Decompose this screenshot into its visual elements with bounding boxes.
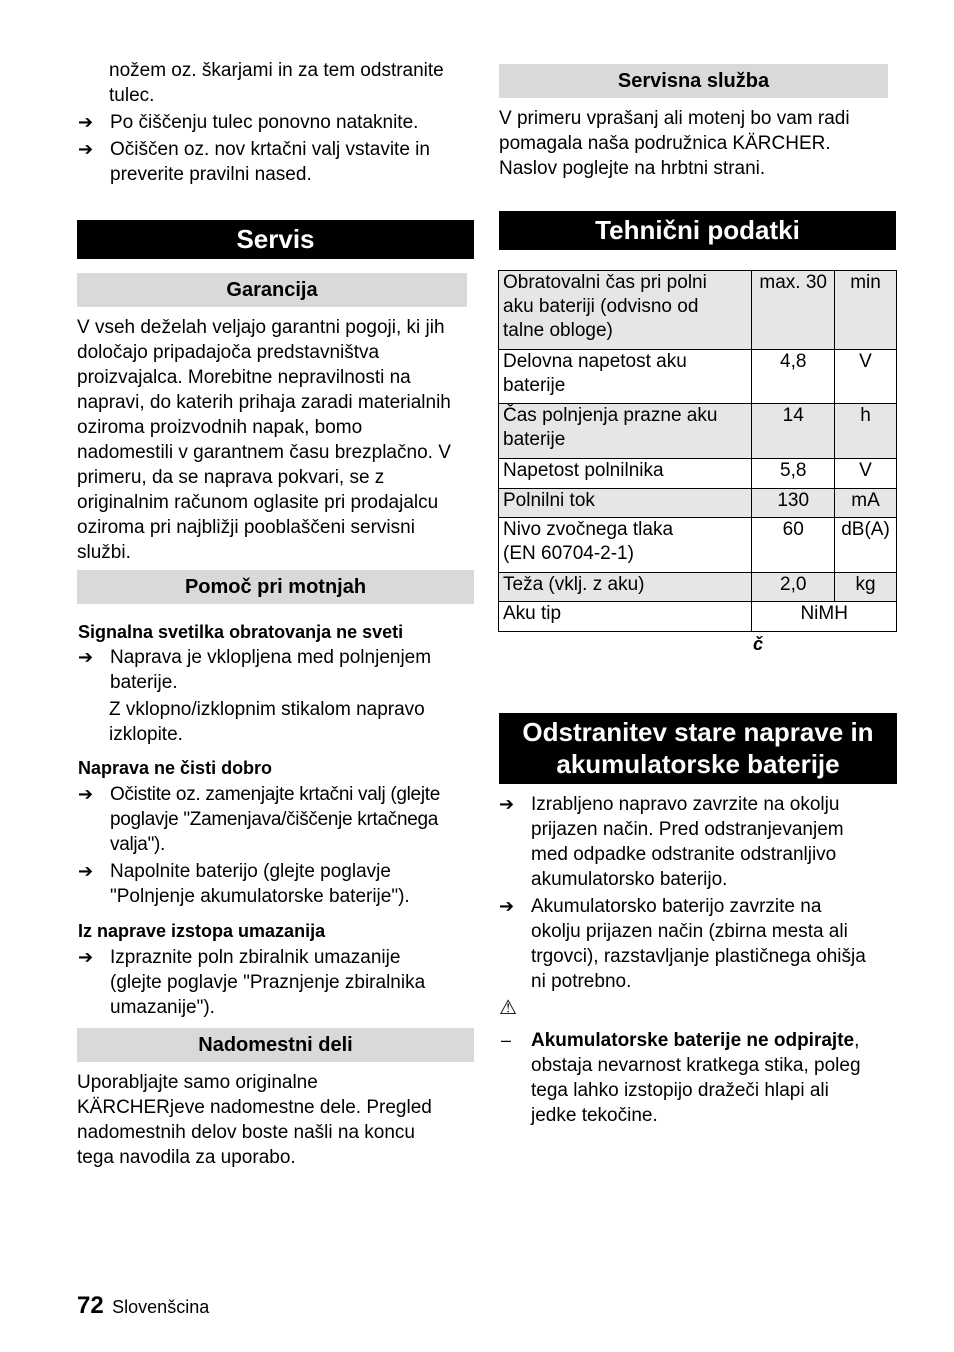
table-cell-unit: h [835, 404, 897, 459]
text-line: Akumulatorsko baterijo zavrzite na [531, 896, 822, 917]
text-line: Delovna napetost aku [503, 351, 687, 372]
table-cell-value: 4,8 [752, 350, 835, 404]
section-heading-tehnicni: Tehnični podatki [499, 211, 896, 250]
section-heading-servis: Servis [77, 220, 474, 259]
table-cell-unit: mA [835, 489, 897, 518]
text-line: poglavje "Zamenjava/čiščenje krtačnega [110, 809, 439, 830]
text-line: valja"). [110, 834, 166, 855]
text-line: nadomestnih delov boste našli na koncu [77, 1122, 416, 1143]
text-line: Obratovalni čas pri polni [503, 272, 707, 293]
subsection-heading-servisna: Servisna služba [499, 64, 888, 98]
table-row [499, 518, 897, 573]
text-line: Naslov poglejte na hrbtni strani. [499, 158, 766, 179]
table-row [499, 271, 897, 350]
table-cell-unit: min [835, 271, 897, 350]
fault-heading: Naprava ne čisti dobro [78, 758, 273, 778]
fault-heading: Iz naprave izstopa umazanija [78, 921, 326, 941]
table-cell-label [499, 404, 752, 459]
bullet-item [499, 894, 899, 994]
text-line: Napolnite baterijo (glejte poglavje [110, 861, 391, 882]
warning-icon: ⚠ [499, 997, 517, 1019]
text-line: baterije [503, 375, 566, 396]
text-line: oziroma pri najbližji pooblaščeni servisni [77, 517, 415, 538]
warning-text: , [854, 1030, 860, 1051]
table-cell-value: 14 [752, 404, 835, 459]
text-line: Po čiščenju tulec ponovno nataknite. [110, 112, 419, 133]
text-line: nožem oz. škarjami in za tem odstranite [109, 60, 444, 81]
text-line: Očistite oz. zamenjajte krtačni valj (glejte [110, 784, 440, 805]
text-line: jedke tekočine. [531, 1105, 658, 1126]
intro-text [109, 58, 444, 108]
table-cell-value: 5,8 [752, 459, 835, 489]
text-line: Uporabljajte samo originalne [77, 1072, 318, 1093]
bullet-item [78, 859, 478, 909]
arrow-right-icon: ➔ [78, 647, 94, 667]
text-line: umazanije"). [110, 997, 215, 1018]
bullet-item [78, 645, 478, 695]
text-line: ni potrebno. [531, 971, 632, 992]
dash-marker: – [501, 1030, 512, 1050]
section-heading-odstranitev [499, 713, 897, 784]
fault-extra-text [109, 697, 425, 747]
text-line: okolju prijazen način (zbirna mesta ali [531, 921, 848, 942]
text-line: "Polnjenje akumulatorske baterije"). [110, 886, 410, 907]
arrow-right-icon: ➔ [78, 947, 94, 967]
text-line: Očiščen oz. nov krtačni valj vstavite in [110, 139, 430, 160]
table-cell-value: NiMH [752, 602, 897, 632]
text-line: obstaja nevarnost kratkega stika, poleg [531, 1055, 861, 1076]
table-cell-unit: V [835, 459, 897, 489]
arrow-right-icon: ➔ [78, 784, 94, 804]
arrow-right-icon: ➔ [499, 896, 515, 916]
table-cell-value: max. 30 [752, 271, 835, 350]
text-line: (EN 60704-2-1) [503, 543, 634, 564]
heading-line: Odstranitev stare naprave in [522, 717, 874, 747]
fault-heading: Signalna svetilka obratovanja ne sveti [78, 622, 404, 642]
text-line: originalnim računom oglasite pri prodajalcu [77, 492, 439, 513]
heading-line: akumulatorske baterije [556, 749, 840, 779]
table-cell-label [499, 573, 752, 602]
text-line: Z vklopno/izklopnim stikalom napravo [109, 699, 425, 720]
text-line: službi. [77, 542, 131, 563]
text-line: (glejte poglavje "Praznjenje zbiralnika [110, 972, 426, 993]
warning-bold-text: Akumulatorske baterije ne odpirajte [531, 1030, 855, 1051]
bullet-item [78, 137, 478, 187]
table-cell-value: 2,0 [752, 573, 835, 602]
text-line: tulec. [109, 85, 155, 106]
text-line: izklopite. [109, 724, 183, 745]
subsection-heading-nadomestni: Nadomestni deli [77, 1028, 474, 1062]
table-cell-unit: V [835, 350, 897, 404]
text-line: tega navodila za uporabo. [77, 1147, 296, 1168]
table-footnote: č [753, 634, 764, 654]
table-cell-label [499, 518, 752, 573]
subsection-heading-pomoc: Pomoč pri motnjah [77, 570, 474, 604]
text-line: trgovci), razstavljanje plastičnega ohišja [531, 946, 866, 967]
table-cell-label: Aku tip [499, 602, 752, 632]
text-line: akumulatorsko baterijo. [531, 869, 728, 890]
text-line: Polnilni tok [503, 490, 595, 511]
table-cell-value: 130 [752, 489, 835, 518]
text-line: tega lahko izstopijo dražeči hlapi ali [531, 1080, 829, 1101]
text-line: med odpadke odstranite odstranljivo [531, 844, 837, 865]
nadomestni-paragraph [77, 1070, 432, 1170]
text-line: pomagala naša podružnica KÄRCHER. [499, 133, 831, 154]
table-cell-unit: dB(A) [835, 518, 897, 573]
text-line: Napetost polnilnika [503, 460, 664, 481]
garancija-paragraph [77, 315, 451, 565]
text-line: Čas polnjenja prazne aku [503, 405, 718, 426]
text-line [531, 1028, 861, 1053]
table-row [499, 602, 897, 632]
table-row [499, 459, 897, 489]
table-cell-label [499, 350, 752, 404]
bullet-item [78, 782, 478, 857]
text-line: napravi, do katerih prihaja zaradi materialnih [77, 392, 451, 413]
text-line: Nivo zvočnega tlaka [503, 519, 674, 540]
table-cell-unit: kg [835, 573, 897, 602]
text-line: V primeru vprašanj ali motenj bo vam radi [499, 108, 850, 129]
arrow-right-icon: ➔ [499, 794, 515, 814]
text-line: talne obloge) [503, 320, 613, 341]
servisna-paragraph [499, 106, 850, 181]
table-row [499, 573, 897, 602]
text-line: Izpraznite poln zbiralnik umazanije [110, 947, 401, 968]
arrow-right-icon: ➔ [78, 112, 94, 132]
page-number: 72 [77, 1292, 104, 1319]
text-line: Izrabljeno napravo zavrzite na okolju [531, 794, 840, 815]
text-line: preverite pravilni nased. [110, 164, 312, 185]
text-line: nadomestili v garantnem času brezplačno. V [77, 442, 451, 463]
arrow-right-icon: ➔ [78, 139, 94, 159]
bullet-item [499, 792, 899, 892]
table-cell-label [499, 459, 752, 489]
text-line: primeru, da se naprava pokvari, se z [77, 467, 385, 488]
table-row [499, 489, 897, 518]
text-line: V vseh deželah veljajo garantni pogoji, ki jih [77, 317, 445, 338]
text-line: baterije [503, 429, 566, 450]
tech-data-table [498, 270, 897, 632]
table-row [499, 404, 897, 459]
bullet-item [78, 110, 478, 135]
text-line: določajo pripadajoča predstavništva [77, 342, 380, 363]
text-line: Teža (vklj. z aku) [503, 574, 645, 595]
text-line: aku bateriji (odvisno od [503, 296, 699, 317]
bullet-item [78, 945, 478, 1020]
table-cell-label [499, 489, 752, 518]
text-line: oziroma proizvodnih napak, bomo [77, 417, 363, 438]
page-footer [77, 1292, 209, 1320]
warning-item [499, 1028, 899, 1128]
table-cell-value: 60 [752, 518, 835, 573]
text-line: baterije. [110, 672, 178, 693]
footer-language: Slovenšcina [112, 1297, 210, 1317]
text-line: proizvajalca. Morebitne nepravilnosti na [77, 367, 411, 388]
table-cell-label [499, 271, 752, 350]
table-row [499, 350, 897, 404]
arrow-right-icon: ➔ [78, 861, 94, 881]
subsection-heading-garancija: Garancija [77, 273, 467, 307]
text-line: prijazen način. Pred odstranjevanjem [531, 819, 844, 840]
text-line: Naprava je vklopljena med polnjenjem [110, 647, 432, 668]
text-line: KÄRCHERjeve nadomestne dele. Pregled [77, 1097, 432, 1118]
